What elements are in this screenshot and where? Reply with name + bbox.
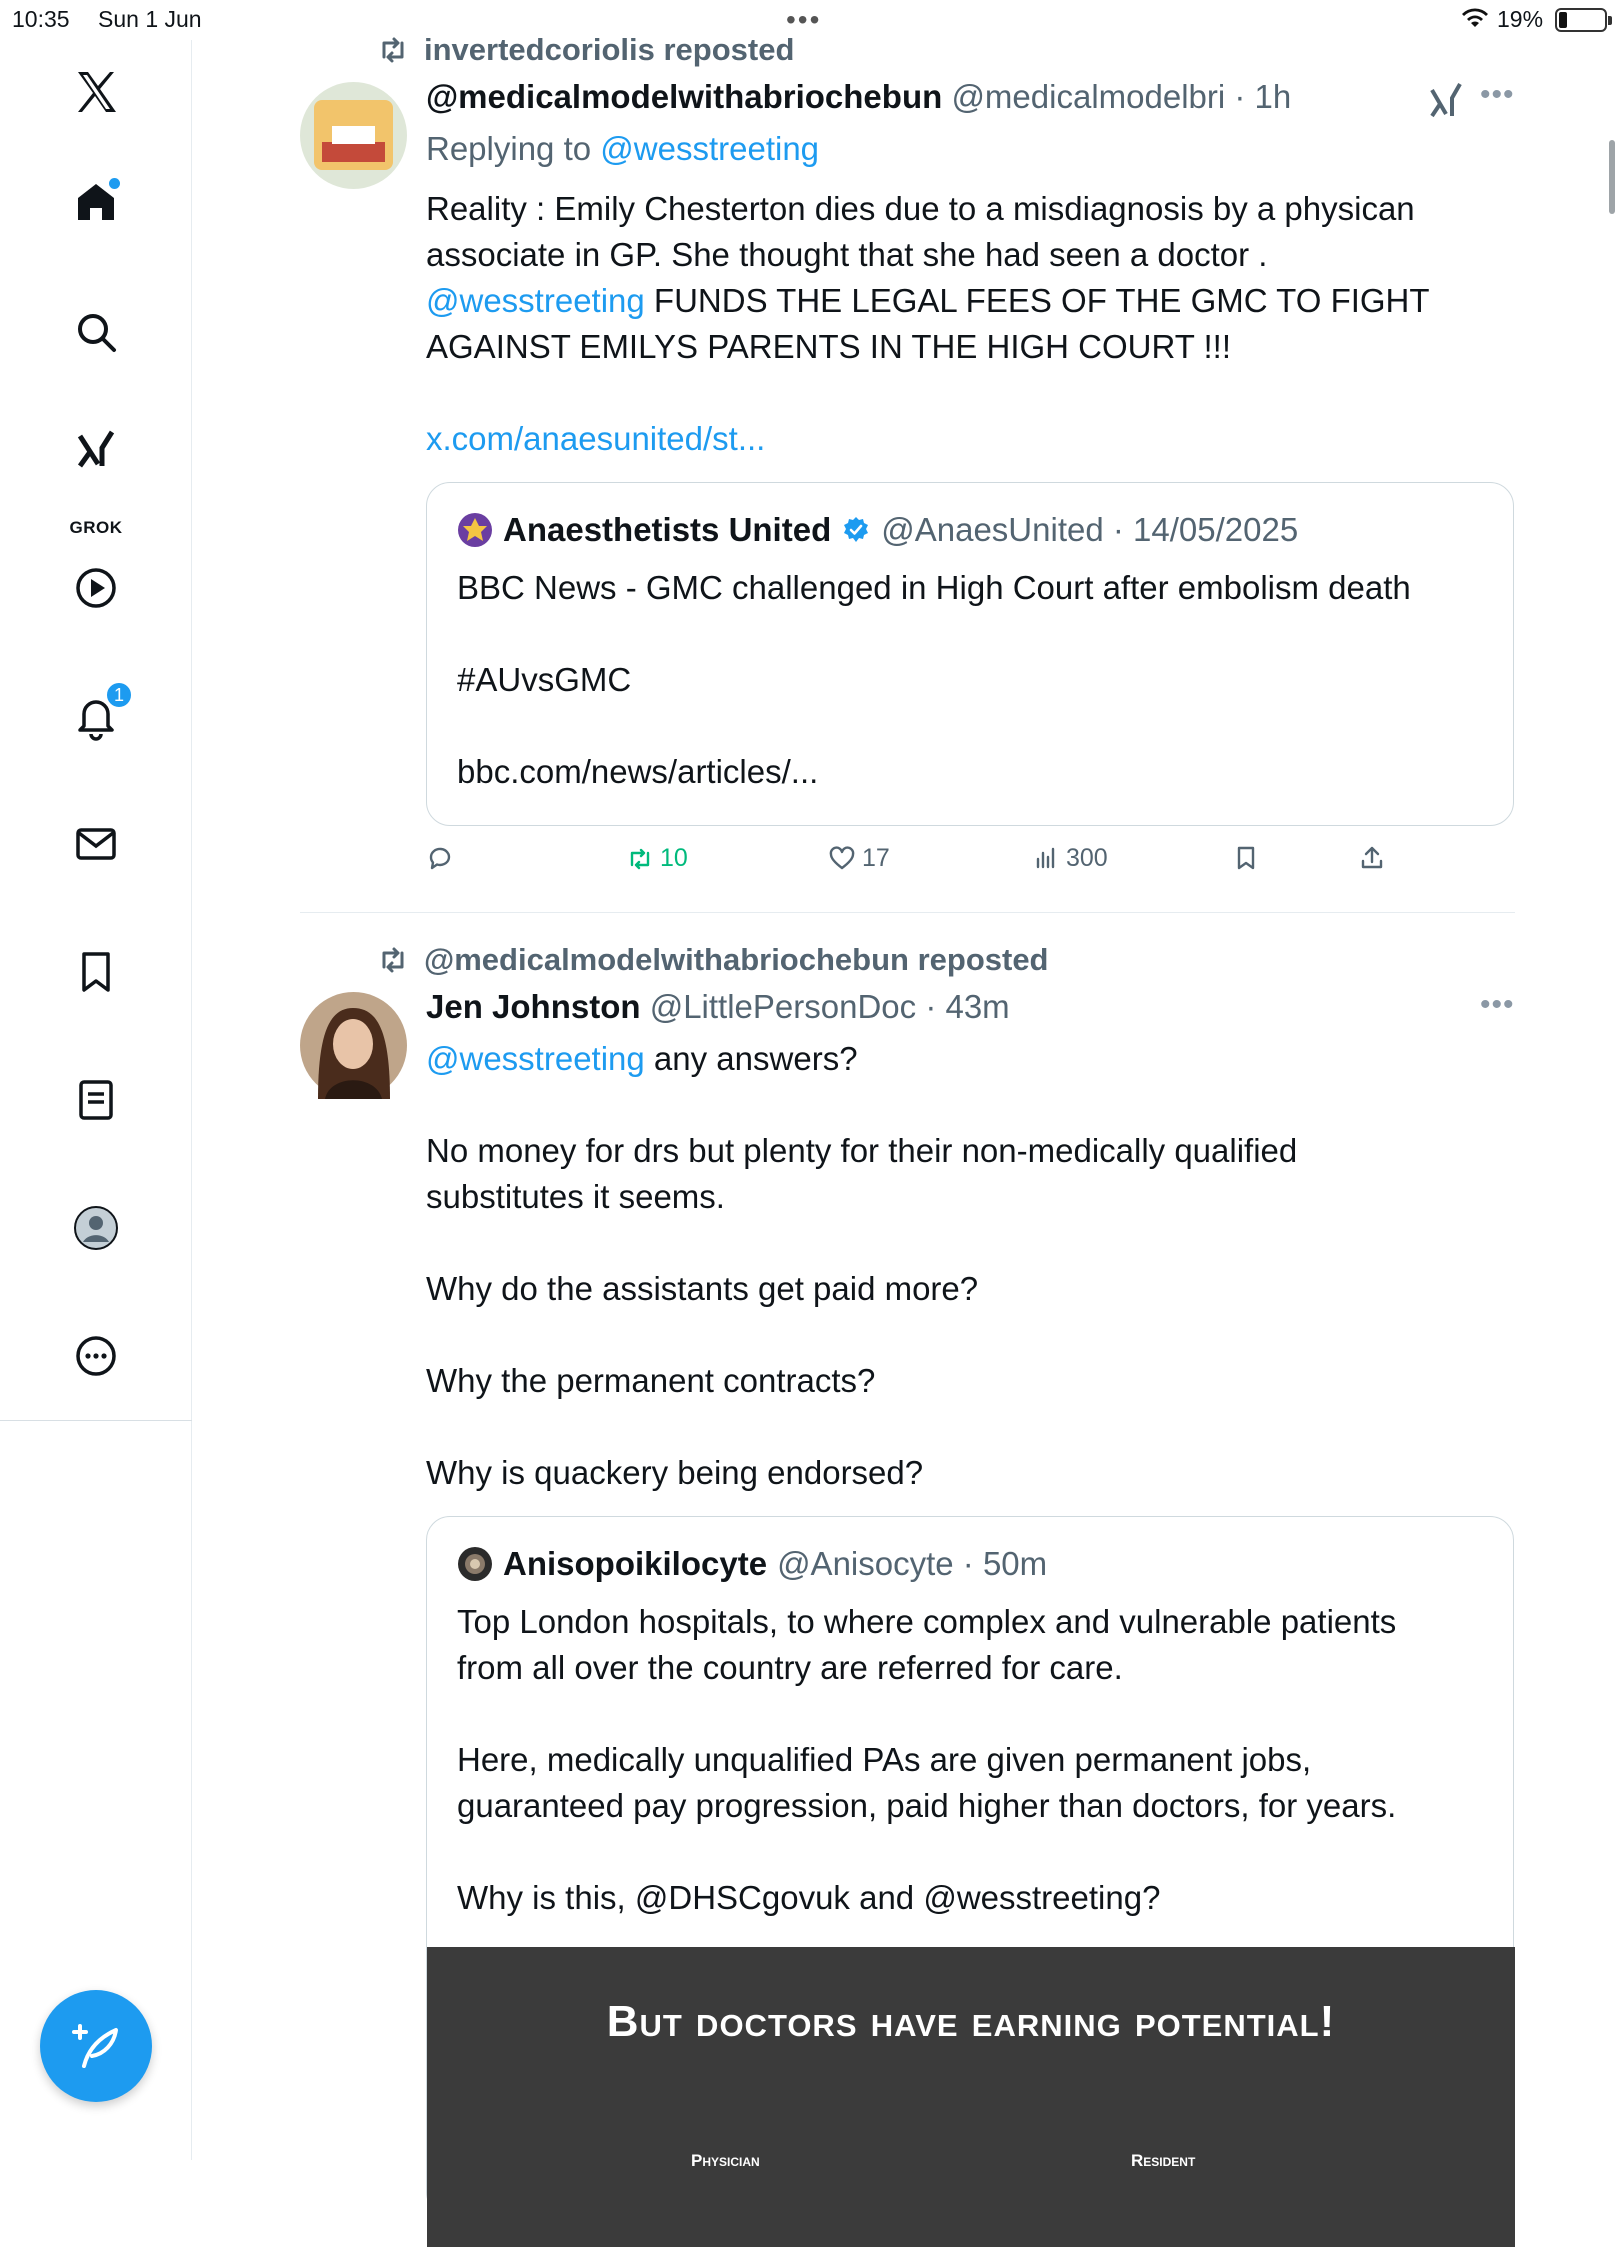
replying-prefix: Replying to bbox=[426, 130, 601, 167]
quote-avatar-icon bbox=[457, 512, 493, 548]
repost-button[interactable] bbox=[626, 844, 688, 873]
tweet-text-part: FUNDS THE LEGAL FEES OF THE GMC TO FIGHT AGAINST EMILYS PARENTS IN THE HIGH COURT !!! bbox=[426, 282, 1430, 365]
bookmarks-icon[interactable] bbox=[66, 942, 126, 1002]
video-play-icon[interactable] bbox=[66, 558, 126, 618]
battery-icon bbox=[1555, 8, 1607, 32]
mention-link[interactable]: @wesstreeting bbox=[426, 1040, 645, 1077]
like-count: 17 bbox=[862, 844, 890, 872]
bookmark-button[interactable] bbox=[1232, 844, 1260, 872]
grok-explain-icon[interactable] bbox=[1428, 80, 1464, 125]
status-time: 10:35 bbox=[12, 6, 70, 32]
quoted-tweet-card[interactable] bbox=[426, 482, 1514, 826]
quote-avatar-icon bbox=[457, 1546, 493, 1582]
reply-button[interactable] bbox=[426, 844, 454, 872]
heart-icon bbox=[828, 845, 856, 873]
like-button[interactable] bbox=[828, 844, 890, 873]
home-icon[interactable] bbox=[66, 172, 126, 232]
tweet-body bbox=[426, 1036, 1506, 1082]
sidebar bbox=[0, 40, 192, 2160]
quote-display-name: Anaesthetists United bbox=[503, 511, 832, 548]
repost-by-text: invertedcoriolis reposted bbox=[424, 32, 795, 67]
tweet-link-row bbox=[426, 416, 1506, 462]
profile-avatar-icon[interactable] bbox=[66, 1198, 126, 1258]
quote-handle-and-time: @Anisocyte · 50m bbox=[777, 1545, 1048, 1582]
tweet-header bbox=[426, 988, 1010, 1026]
grok-icon[interactable] bbox=[66, 420, 126, 480]
avatar[interactable] bbox=[300, 992, 407, 1099]
tweet-separator bbox=[300, 912, 1515, 913]
home-unread-dot bbox=[109, 178, 120, 189]
notification-count-badge: 1 bbox=[104, 680, 134, 710]
verified-badge-icon bbox=[841, 515, 871, 545]
quoted-tweet-card[interactable] bbox=[426, 1516, 1514, 2216]
view-count: 300 bbox=[1066, 844, 1108, 872]
quote-attached-image[interactable] bbox=[427, 1947, 1515, 2247]
replying-to bbox=[426, 126, 1506, 172]
tweet-header bbox=[426, 78, 1291, 116]
feather-plus-icon bbox=[70, 2020, 122, 2072]
search-icon[interactable] bbox=[66, 302, 126, 362]
display-name[interactable]: Jen Johnston bbox=[426, 988, 641, 1025]
repost-icon bbox=[626, 845, 654, 873]
repost-indicator[interactable] bbox=[376, 32, 794, 68]
tweet-body bbox=[426, 186, 1506, 370]
grok-label: GROK bbox=[69, 518, 123, 537]
image-banner-text: But doctors have earning potential! bbox=[606, 1997, 1336, 2046]
quote-text: Top London hospitals, to where complex and vulnerable patients from all over the country are referred for care. Here, medically unqualified PAs are given permanent jobs, guaranteed pay progression, paid higher than doctors, for years. Why is this, @DHSCgovuk and @wesstreeting? bbox=[457, 1603, 1397, 1916]
quote-text: BBC News - GMC challenged in High Court after embolism death #AUvsGMC bbc.com/news/articles/... bbox=[457, 569, 1411, 790]
repost-icon bbox=[376, 943, 410, 977]
tweet-body-continued: No money for drs but plenty for their non-medically qualified substitutes it seems. Why do the assistants get paid more? Why the permanent contracts? Why is quackery being endorsed? bbox=[426, 1132, 1298, 1491]
quote-header bbox=[457, 1545, 1047, 1583]
image-label-physician: Physician bbox=[691, 2151, 760, 2170]
lists-icon[interactable] bbox=[66, 1070, 126, 1130]
display-name[interactable]: @medicalmodelwithabriochebun bbox=[426, 78, 943, 115]
views-button[interactable] bbox=[1032, 844, 1108, 873]
repost-indicator[interactable] bbox=[376, 942, 1049, 978]
handle-and-time[interactable]: @LittlePersonDoc · 43m bbox=[649, 988, 1010, 1025]
more-options-icon[interactable]: ••• bbox=[1480, 78, 1515, 111]
replying-to-link[interactable]: @wesstreeting bbox=[600, 130, 820, 167]
wifi-icon bbox=[1460, 6, 1490, 36]
quote-handle-and-time: @AnaesUnited · 14/05/2025 bbox=[881, 511, 1299, 548]
repost-count: 10 bbox=[660, 844, 688, 872]
mention-link[interactable]: @wesstreeting bbox=[426, 282, 645, 319]
quote-header bbox=[457, 511, 1298, 549]
tweet-action-bar bbox=[426, 844, 1426, 884]
compose-post-button[interactable] bbox=[40, 1990, 152, 2102]
bookmark-icon bbox=[1232, 844, 1260, 872]
status-date: Sun 1 Jun bbox=[98, 6, 202, 32]
more-options-icon[interactable]: ••• bbox=[1480, 988, 1515, 1021]
multitasking-dots[interactable]: ••• bbox=[786, 4, 822, 35]
x-logo-icon[interactable] bbox=[66, 62, 126, 122]
repost-by-text: @medicalmodelwithabriochebun reposted bbox=[424, 942, 1049, 977]
battery-percent: 19% bbox=[1497, 6, 1544, 32]
tweet-link[interactable]: x.com/anaesunited/st... bbox=[426, 420, 766, 457]
scrollbar[interactable] bbox=[1609, 140, 1615, 214]
messages-envelope-icon[interactable] bbox=[66, 814, 126, 874]
notifications-bell-icon[interactable] bbox=[66, 686, 126, 746]
quote-display-name: Anisopoikilocyte bbox=[503, 1545, 768, 1582]
status-bar bbox=[0, 0, 1620, 40]
sidebar-divider bbox=[0, 1420, 192, 1421]
reply-icon bbox=[426, 844, 454, 872]
views-chart-icon bbox=[1032, 845, 1060, 873]
avatar[interactable] bbox=[300, 82, 407, 189]
handle-and-time[interactable]: @medicalmodelbri · 1h bbox=[951, 78, 1292, 115]
share-icon bbox=[1358, 844, 1386, 872]
share-button[interactable] bbox=[1358, 844, 1386, 872]
tweet-text-part: Reality : Emily Chesterton dies due to a misdiagnosis by a physican associate in GP. She thought that she had seen a doctor . bbox=[426, 190, 1415, 273]
repost-icon bbox=[376, 33, 410, 67]
tweet-text-part: any answers? bbox=[644, 1040, 858, 1077]
more-options-icon[interactable] bbox=[66, 1326, 126, 1386]
image-label-resident: Resident bbox=[1131, 2151, 1196, 2170]
